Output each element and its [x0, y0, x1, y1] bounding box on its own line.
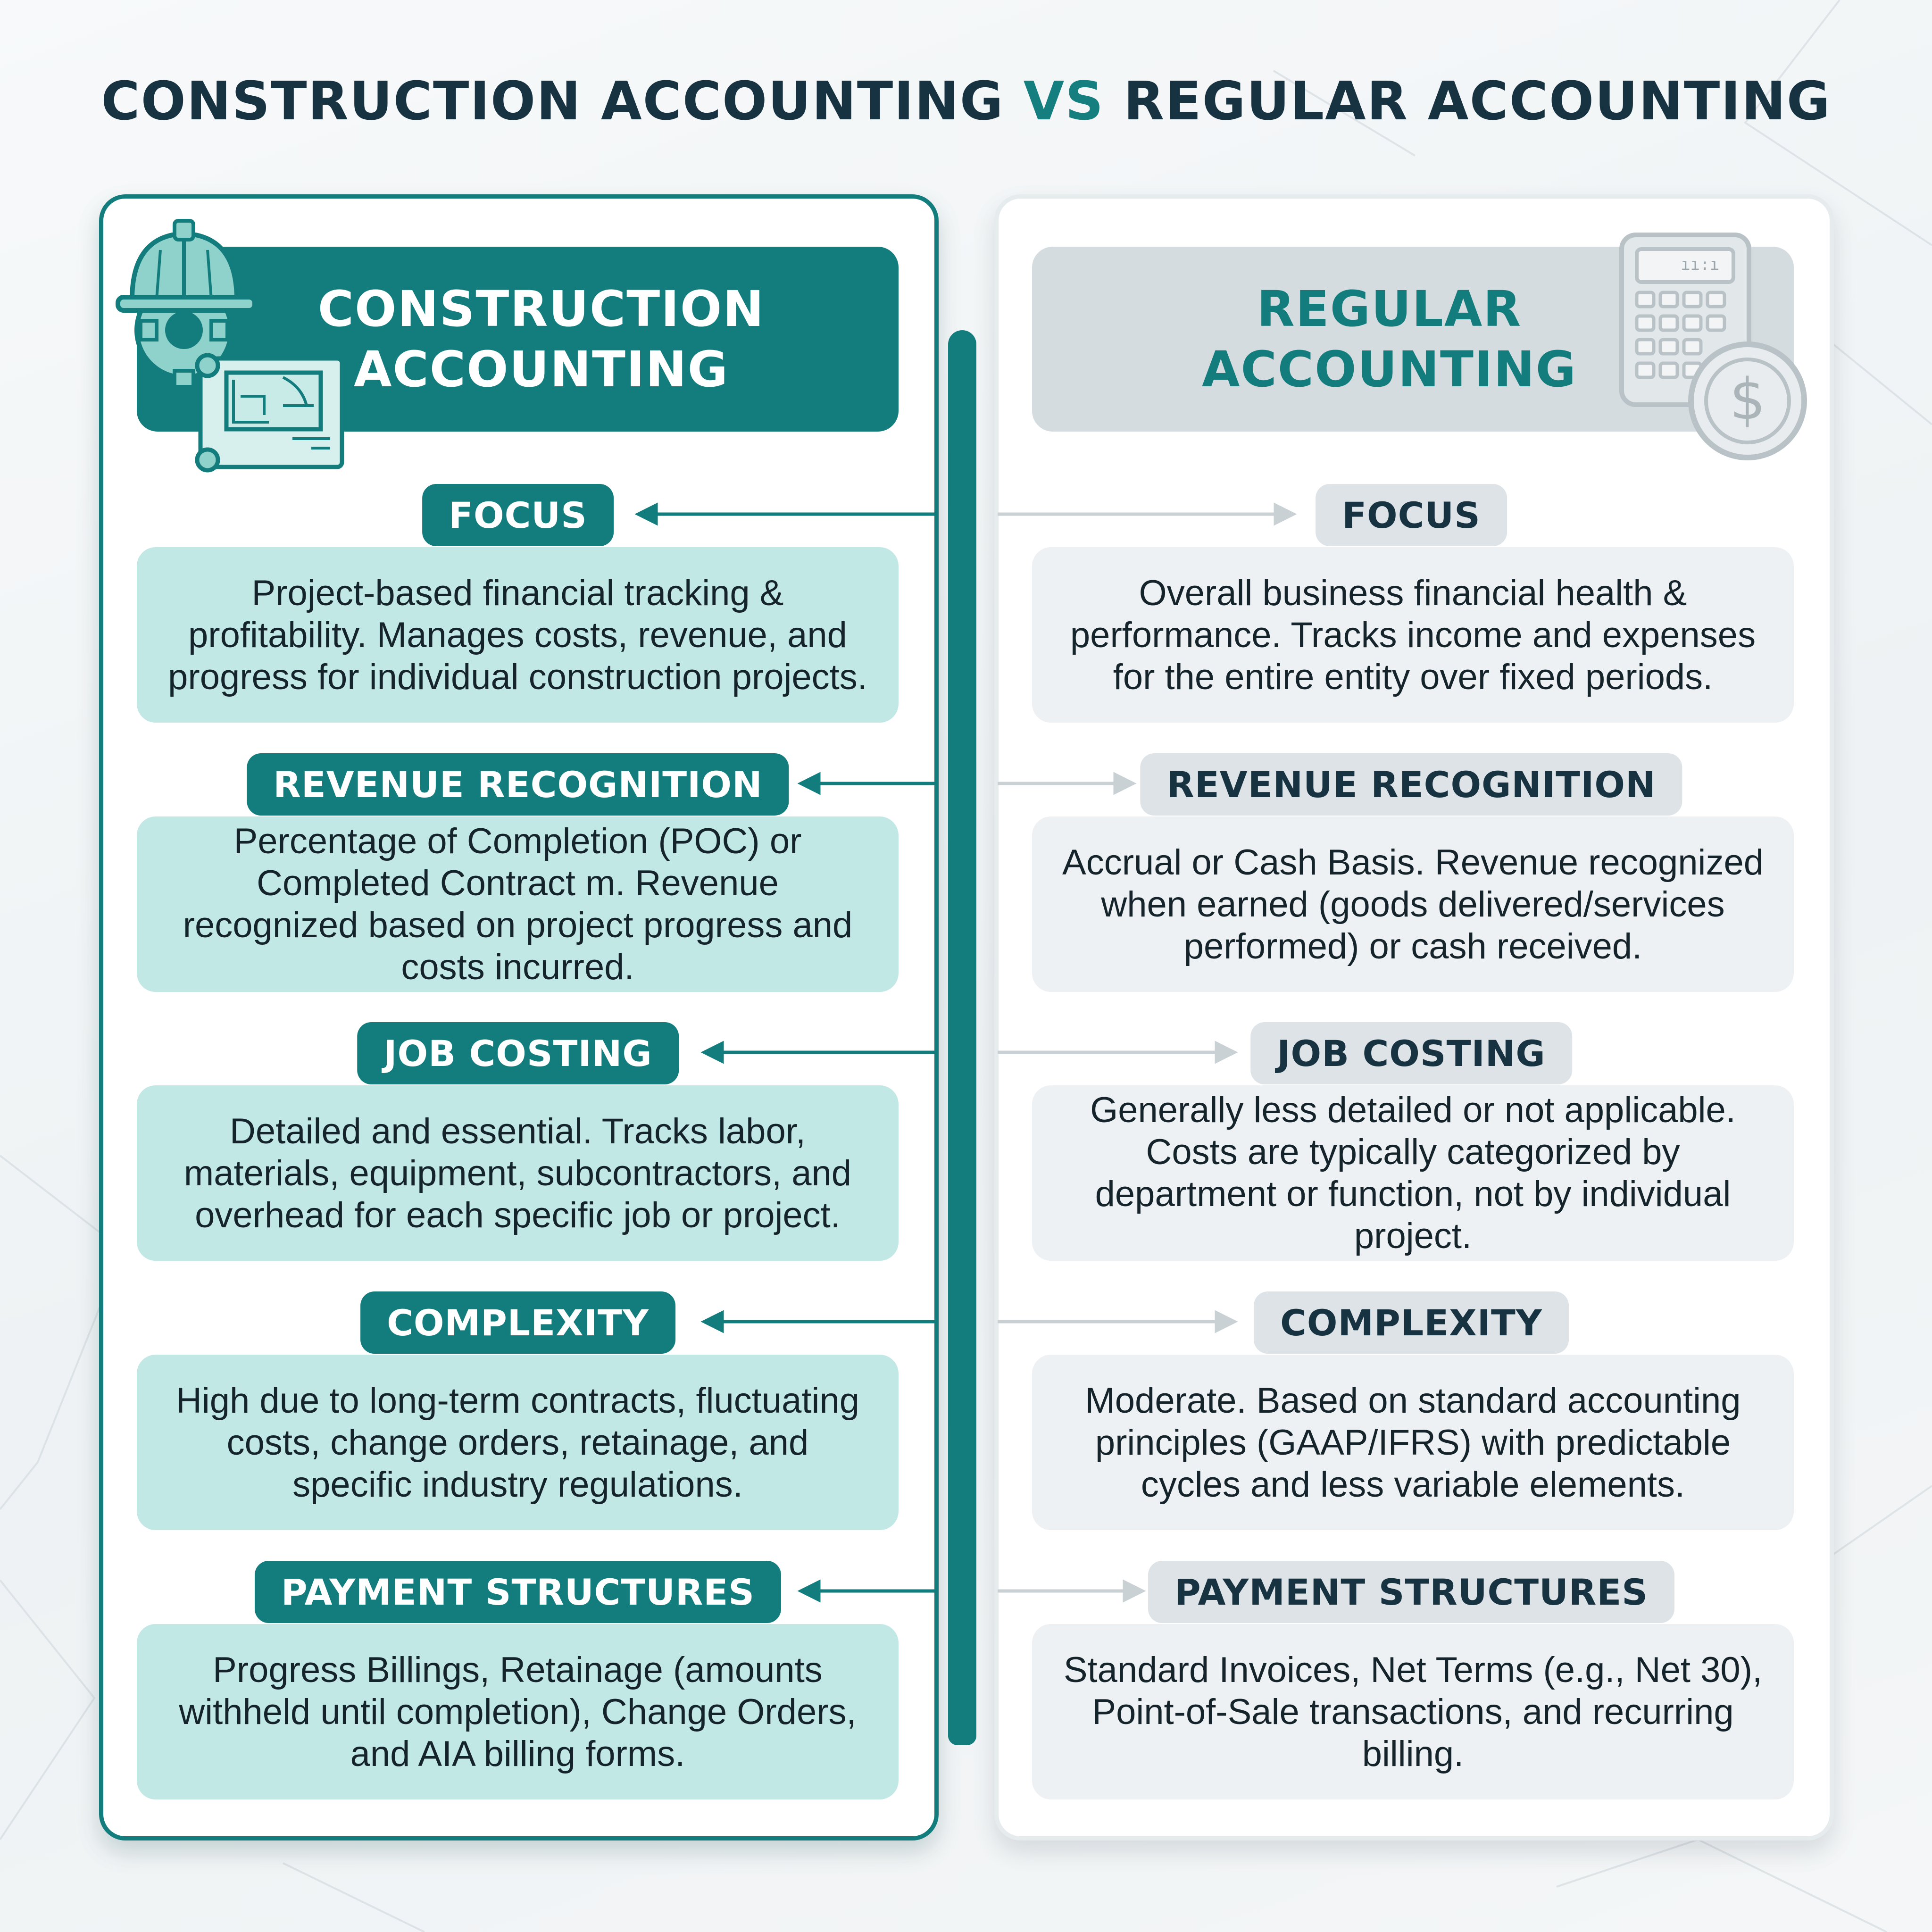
- regular-accounting-heading: REGULAR ACCOUNTING: [1032, 247, 1794, 432]
- right-card-job-costing: Generally less detailed or not applicable. Costs are typically categorized by department or function, not by individual project.: [1032, 1085, 1794, 1261]
- left-label-focus: FOCUS: [422, 484, 614, 546]
- hardhat-gear-blueprint-icon: [113, 217, 358, 481]
- left-card-focus: Project-based financial tracking & profitability. Manages costs, revenue, and progress for individual construction projects.: [137, 547, 899, 723]
- right-label-complexity: COMPLEXITY: [1254, 1291, 1569, 1354]
- left-card-revenue-recognition: Percentage of Completion (POC) or Completed Contract m. Revenue recognized based on project progress and costs incurred.: [137, 816, 899, 992]
- right-card-focus: Overall business financial health & performance. Tracks income and expenses for the entire entity over fixed periods.: [1032, 547, 1794, 723]
- left-label-payment-structures: PAYMENT STRUCTURES: [255, 1561, 781, 1623]
- right-card-payment-structures: Standard Invoices, Net Terms (e.g., Net 30), Point-of-Sale transactions, and recurring billing.: [1032, 1624, 1794, 1799]
- center-divider: [948, 330, 976, 1745]
- right-label-revenue-recognition: REVENUE RECOGNITION: [1140, 753, 1682, 816]
- svg-text:ıı:ı: ıı:ı: [1681, 255, 1719, 274]
- construction-accounting-heading: CONSTRUCTION ACCOUNTING: [137, 247, 899, 432]
- left-label-job-costing: JOB COSTING: [357, 1022, 679, 1084]
- left-card-job-costing: Detailed and essential. Tracks labor, materials, equipment, subcontractors, and overhead for each specific job or project.: [137, 1085, 899, 1261]
- svg-text:$: $: [1729, 367, 1766, 433]
- right-label-focus: FOCUS: [1316, 484, 1507, 546]
- left-label-revenue-recognition: REVENUE RECOGNITION: [247, 753, 789, 816]
- left-card-complexity: High due to long-term contracts, fluctuating costs, change orders, retainage, and specific industry regulations.: [137, 1355, 899, 1530]
- right-label-job-costing: JOB COSTING: [1250, 1022, 1572, 1084]
- left-label-complexity: COMPLEXITY: [360, 1291, 675, 1354]
- page-title: CONSTRUCTION ACCOUNTING VS REGULAR ACCOUNTING: [101, 71, 1831, 132]
- right-label-payment-structures: PAYMENT STRUCTURES: [1148, 1561, 1674, 1623]
- left-card-payment-structures: Progress Billings, Retainage (amounts withheld until completion), Change Orders, and AIA billing forms.: [137, 1624, 899, 1799]
- calculator-dollar-icon: [1613, 226, 1821, 472]
- right-card-complexity: Moderate. Based on standard accounting principles (GAAP/IFRS) with predictable cycles and less variable elements.: [1032, 1355, 1794, 1530]
- right-card-revenue-recognition: Accrual or Cash Basis. Revenue recognized when earned (goods delivered/services performed) or cash received.: [1032, 816, 1794, 992]
